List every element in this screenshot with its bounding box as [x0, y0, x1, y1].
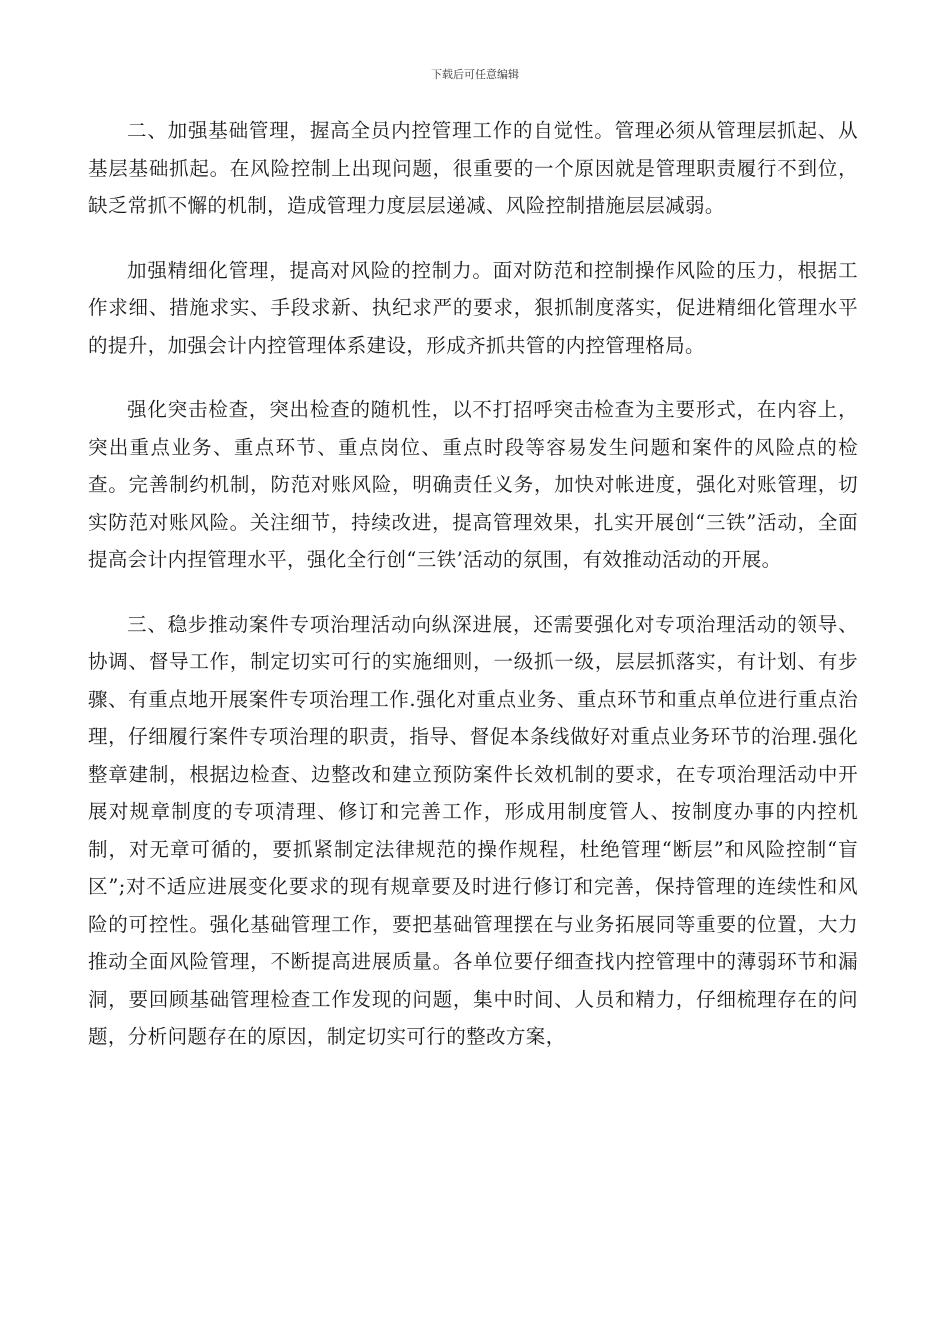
- paragraph-surprise-inspection: 强化突击检查，突出检查的随机性，以不打招呼突击检查为主要形式，在内容上，突出重点业务、重点环节、重点岗位、重点时段等容易发生问题和案件的风险点的检查。完善制约机制，防范对账风险，明确责任义务，加快对帐进度，强化对账管理，切实防范对账风险。关注细节，持续改进，提高管理效果，扎实开展创“三铁”活动，全面提高会计内捏管理水平，强化全行创“三铁’活动的氛围，有效推动活动的开展。: [88, 398, 858, 571]
- paragraph-strengthen-basic-management: 二、加强基础管理，握高全员内控管理工作的自觉性。管理必须从管理层抓起、从基层基础抓起。在风险控制上出现问题，很重要的一个原因就是管理职责履行不到位，缺乏常抓不懈的机制，造成管理力度层层递减、风险控制措施层层减弱。: [88, 119, 858, 217]
- page-header: 下载后可任意编辑: [431, 68, 519, 81]
- paragraph-refined-management: 加强精细化管理，提高对风险的控制力。面对防范和控制操作风险的压力，根据工作求细、措施求实、手段求新、执纪求严的要求，狠抓制度落实，促进精细化管理水平的提升，加强会计内控管理体系建设，形成齐抓共管的内控管理格局。: [88, 258, 858, 357]
- paragraph-special-governance: 三、稳步推动案件专项治理活动向纵深进展，还需要强化对专项治理活动的领导、协调、督导工作，制定切实可行的实施细则，一级抓一级，层层抓落实，有计划、有步骤、有重点地开展案件专项治理工作.强化对重点业务、重点环节和重点单位进行重点治理，仔细履行案件专项治理的职责，指导、督促本条线做好对重点业务环节的治理.强化整章建制，根据边检查、边整改和建立预防案件长效机制的要求，在专项治理活动中开展对规章制度的专项清理、修订和完善工作，形成用制度管人、按制度办事的内控机制，对无章可循的，要抓紧制定法律规范的操作规程，杜绝管理“断层”和风险控制“盲区”;对不适应进展变化要求的现有规章要及时进行修订和完善，保持管理的连续性和风险的可控性。强化基础管理工作，要把基础管理摆在与业务拓展同等重要的位置，大力推动全面风险管理，不断提高进展质量。各单位要仔细查找内控管理中的薄弱环节和漏洞，要回顾基础管理检查工作发现的问题，集中时间、人员和精力，仔细梳理存在的问题，分析问题存在的原因，制定切实可行的整改方案，: [88, 612, 858, 1048]
- document-body: [88, 112, 858, 1083]
